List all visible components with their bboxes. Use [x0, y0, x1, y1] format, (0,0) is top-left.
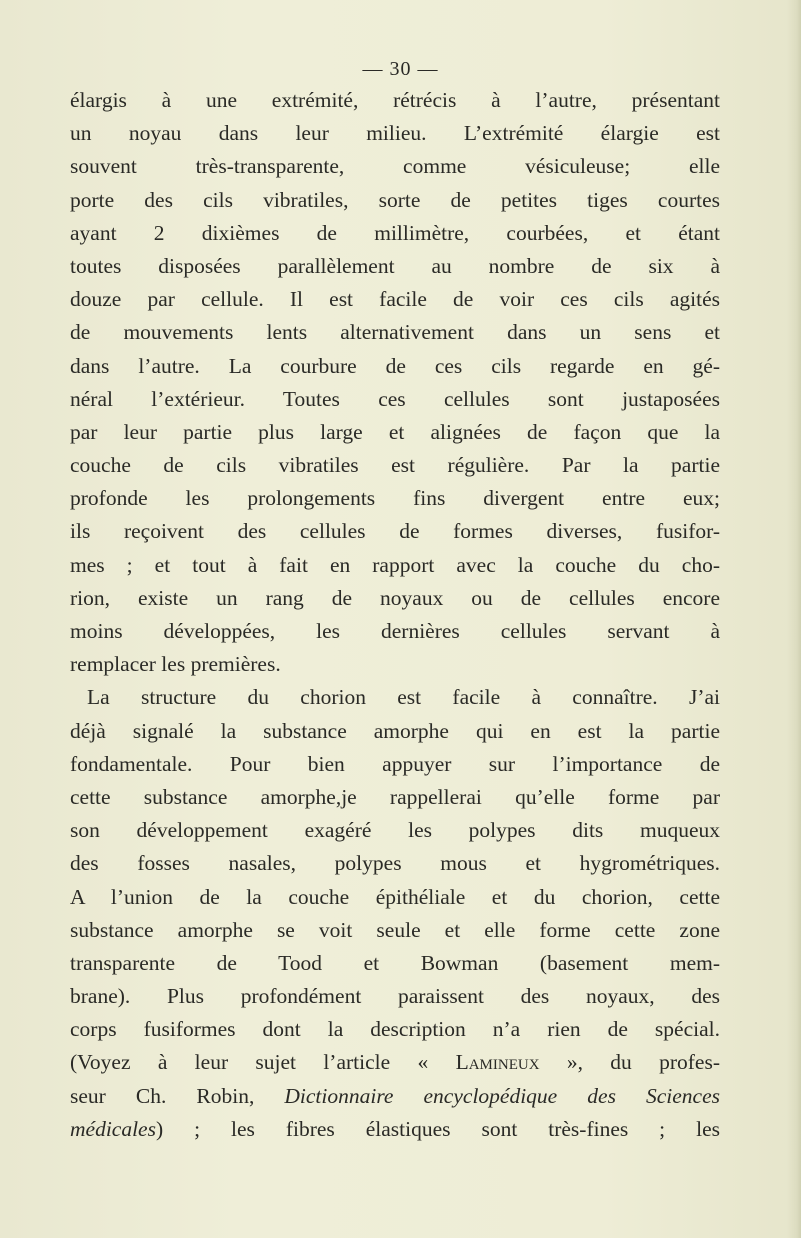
text-line: A l’union de la couche épithéliale et du chorion, cette — [70, 884, 720, 909]
line-fragment: (Voyez à leur sujet l’article « — [70, 1050, 456, 1075]
page-number: — 30 — — [362, 58, 439, 80]
text-line: souvent très-transparente, comme vésiculeuse; elle — [70, 154, 720, 179]
text-line: corps fusiformes dont la description n’a rien de spécial. — [70, 1017, 720, 1042]
text-line: remplacer les premières. — [70, 652, 281, 677]
text-line: néral l’extérieur. Toutes ces cellules sont justaposées — [70, 386, 720, 411]
text-line: profonde les prolongements fins divergent entre eux; — [70, 486, 720, 511]
text-line: élargis à une extrémité, rétrécis à l’autre, présentant — [70, 88, 720, 112]
author-name: Lamineux — [455, 1050, 540, 1075]
text-line: cette substance amorphe,je rappellerai qu’elle forme par — [70, 784, 720, 809]
text-line: douze par cellule. Il est facile de voir ces cils agités — [70, 287, 720, 312]
line-fragment: ) ; les fibres élastiques sont très-fines ; les — [155, 1116, 720, 1141]
text-line — [70, 1113, 720, 1146]
page-edge-shadow — [787, 0, 801, 1238]
text-line: rion, existe un rang de noyaux ou de cellules encore — [70, 585, 720, 610]
body-text — [70, 84, 720, 1146]
text-line — [70, 1080, 720, 1113]
book-title-end: médicales — [70, 1116, 156, 1141]
text-line: substance amorphe se voit seule et elle forme cette zone — [70, 917, 720, 942]
text-line: des fosses nasales, polypes mous et hygrométriques. — [70, 851, 720, 876]
book-title: Dictionnaire encyclopédique des Sciences — [284, 1083, 720, 1108]
text-line: déjà signalé la substance amorphe qui en est la partie — [70, 718, 720, 743]
text-line: transparente de Tood et Bowman (basement mem- — [70, 950, 720, 975]
text-line — [70, 1046, 720, 1079]
text-line: couche de cils vibratiles est régulière. Par la partie — [70, 453, 720, 478]
text-line: de mouvements lents alternativement dans un sens et — [70, 320, 720, 345]
text-line: porte des cils vibratiles, sorte de petites tiges courtes — [70, 187, 720, 212]
text-line: La structure du chorion est facile à connaître. J’ai — [87, 685, 720, 710]
text-line: par leur partie plus large et alignées de façon que la — [70, 419, 720, 444]
text-line: son développement exagéré les polypes dits muqueux — [70, 818, 720, 843]
text-line: fondamentale. Pour bien appuyer sur l’importance de — [70, 751, 720, 776]
text-line: ayant 2 dixièmes de millimètre, courbées, et étant — [70, 220, 720, 245]
text-line: dans l’autre. La courbure de ces cils regarde en gé- — [70, 353, 720, 378]
text-line: moins développées, les dernières cellules servant à — [70, 619, 720, 643]
line-fragment: seur Ch. Robin, — [70, 1083, 285, 1108]
text-line: toutes disposées parallèlement au nombre de six à — [70, 253, 720, 278]
text-line: brane). Plus profondément paraissent des noyaux, des — [70, 984, 720, 1009]
text-line: un noyau dans leur milieu. L’extrémité élargie est — [70, 121, 720, 146]
text-line: ils reçoivent des cellules de formes diverses, fusifor- — [70, 519, 720, 544]
line-fragment: », du profes- — [539, 1050, 720, 1075]
text-line: mes ; et tout à fait en rapport avec la couche du cho- — [70, 552, 720, 577]
